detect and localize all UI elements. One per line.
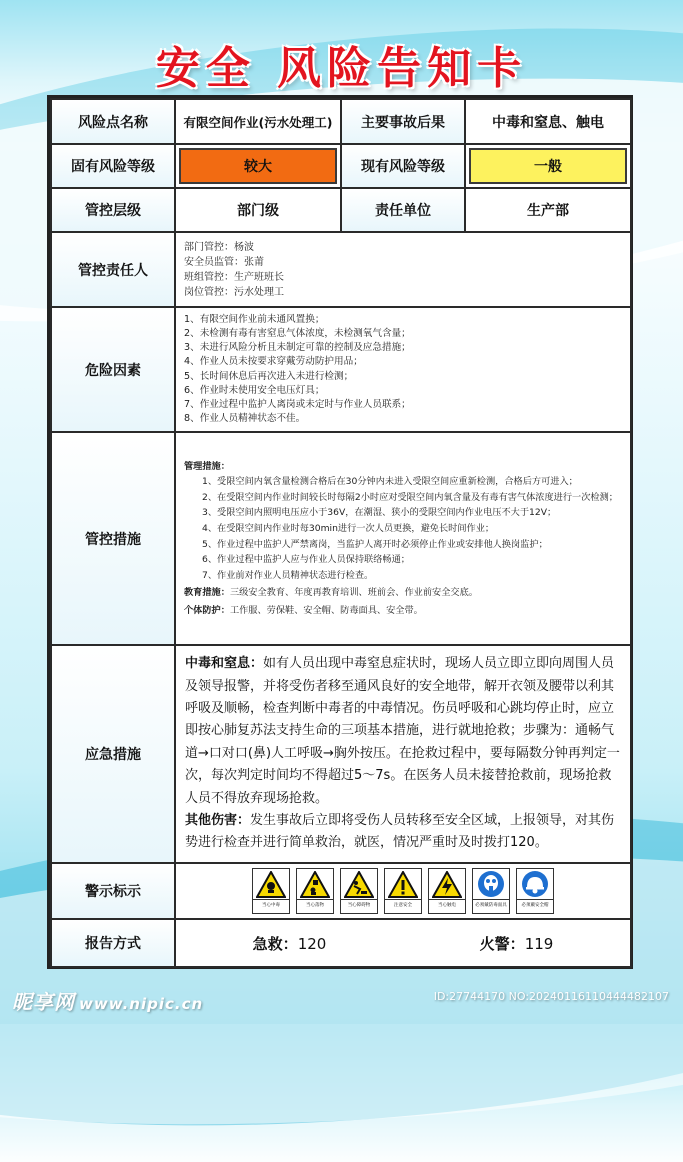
emergency-title-other: 其他伤害： [185, 813, 251, 829]
ambulance-number [253, 933, 327, 954]
label-main-consequence: 主要事故后果 [341, 99, 465, 144]
sign-caption: 当心中毒 [253, 899, 289, 912]
list-item: 1、受限空间内氧含量检测合格后在30分钟内未进入受限空间应重新检测，合格后方可进入； [202, 476, 578, 488]
mgmt-title: 管理措施： [184, 460, 230, 472]
label-responsible-person: 管控责任人 [51, 232, 175, 307]
list-item: 部门管控：杨波 [184, 241, 254, 253]
list-item: 5、长时间休息后再次进入未进行检测； [184, 370, 354, 382]
sign-obstacle [340, 868, 378, 914]
emergency-text-poison: 如有人员出现中毒窒息症状时，现场人员立即立即向周围人员及领导报警，并将受伤者移至通风良好的安全地带，解开衣领及腰带以利其呼吸及顺畅，检查判断中毒者的中毒情况。伤员呼吸和心跳均停止时，应立即按心肺复苏法支持生命的三项基本措施，进行就地抢救；步骤为：通畅气道→口对口(鼻)人工呼吸→胸外按压。在抢救过程中，要每隔数分钟再判定一次，每次判定时间均不得超过5～7s。在医务人员未接替抢救前，现场抢救人员不得放弃现场抢救。 [185, 656, 620, 806]
watermark-brand [12, 986, 203, 1015]
list-item: 安全员监管：张莆 [184, 256, 264, 268]
list-item: 岗位管控：污水处理工 [184, 286, 284, 298]
label-hazards: 危险因素 [51, 307, 175, 432]
list-item: 7、作业前对作业人员精神状态进行检查。 [202, 569, 374, 581]
list-item: 4、作业人员未按要求穿戴劳动防护用品； [184, 356, 363, 368]
label-signs: 警示标示 [51, 863, 175, 919]
warning-signs [176, 868, 630, 914]
ambulance-label: 急救： [252, 934, 298, 953]
value-main-consequence: 中毒和窒息、触电 [465, 99, 631, 144]
label-responsible-unit: 责任单位 [341, 188, 465, 232]
label-risk-point: 风险点名称 [51, 99, 175, 144]
ppe-text: 工作服、劳保鞋、安全帽、防毒面具、安全带。 [229, 604, 423, 616]
measures-content [175, 432, 631, 645]
sign-electric [428, 868, 466, 914]
signs-cell [175, 863, 631, 919]
row-signs [51, 863, 631, 919]
inherent-risk-badge: 较大 [179, 148, 337, 184]
row-risk-level [51, 144, 631, 188]
list-item: 7、作业过程中监护人离岗或未定时与作业人员联系； [184, 398, 411, 410]
label-current-risk: 现有风险等级 [341, 144, 465, 188]
sign-caption: 当心触电 [429, 899, 465, 912]
list-item: 1、有限空间作业前未通风置换； [184, 313, 325, 325]
skull-warning-icon [256, 871, 286, 898]
row-control-level [51, 188, 631, 232]
sign-gas-mask [472, 868, 510, 914]
label-emergency: 应急措施 [51, 645, 175, 863]
list-item: 4、在受限空间内作业时每30min进行一次人员更换，避免长时间作业； [202, 522, 495, 534]
fire-label: 火警： [479, 934, 525, 953]
gas-mask-mandatory-icon [477, 870, 505, 898]
list-item: 3、未进行风险分析且未制定可靠的控制及应急措施； [184, 342, 411, 354]
obstacle-warning-icon [344, 871, 374, 898]
sign-helmet [516, 868, 554, 914]
row-responsible [51, 232, 631, 307]
current-risk-badge: 一般 [469, 148, 627, 184]
emergency-text-other: 发生事故后立即将受伤人员转移至安全区域，上报领导，对其伤势进行检查并进行简单救治，就医，情况严重时及时拨打120。 [185, 813, 615, 851]
inherent-risk-cell [175, 144, 341, 188]
sign-falling-object [296, 868, 334, 914]
sign-caption: 注意安全 [385, 899, 421, 912]
row-measures [51, 432, 631, 645]
row-hazards [51, 307, 631, 432]
label-measures: 管控措施 [51, 432, 175, 645]
list-item: 班组管控：生产班班长 [184, 271, 284, 283]
list-item: 8、作业人员精神状态不佳。 [184, 413, 306, 425]
fire-number [480, 933, 554, 954]
report-cell [175, 919, 631, 967]
emergency-title-poison: 中毒和窒息： [185, 656, 264, 672]
list-item: 2、在受限空间内作业时间较长时每隔2小时应对受限空间内氧含量及有毒有害气体浓度进行一次检测； [202, 491, 618, 503]
sign-poison [252, 868, 290, 914]
row-emergency [51, 645, 631, 863]
edu-text: 三级安全教育、年度再教育培训、班前会、作业前安全交底。 [229, 587, 478, 599]
list-item: 2、未检测有毒有害窒息气体浓度，未检测氧气含量； [184, 327, 411, 339]
list-item: 5、作业过程中监护人严禁离岗，当监护人离开时必须停止作业或安排他人换岗监护； [202, 538, 548, 550]
current-risk-cell [465, 144, 631, 188]
sign-caption: 必须戴安全帽 [517, 899, 553, 912]
sign-caption: 必须戴防毒面具 [473, 899, 509, 912]
risk-table [50, 98, 632, 968]
risk-notice-card [47, 95, 633, 969]
fire-value: 119 [524, 934, 554, 953]
page-title: 安全 风险告知卡 [155, 43, 528, 94]
value-responsible-unit: 生产部 [465, 188, 631, 232]
row-report [51, 919, 631, 967]
value-control-level: 部门级 [175, 188, 341, 232]
edu-title: 教育措施： [184, 587, 230, 599]
value-risk-point: 有限空间作业(污水处理工) [175, 99, 341, 144]
row-risk-point [51, 99, 631, 144]
ppe-title: 个体防护： [184, 604, 230, 616]
watermark-id: ID:27744170 NO:20240116110444482107 [433, 990, 669, 1003]
list-item: 6、作业过程中监护人应与作业人员保持联络畅通； [202, 554, 410, 566]
ambulance-value: 120 [297, 934, 327, 953]
label-inherent-risk: 固有风险等级 [51, 144, 175, 188]
watermark-url: www.nipic.cn [79, 995, 204, 1013]
hazards-list [175, 307, 631, 432]
list-item: 6、作业时未使用安全电压灯具； [184, 384, 325, 396]
exclamation-warning-icon [388, 871, 418, 898]
sign-caption: 当心落物 [297, 899, 333, 912]
emergency-content [175, 645, 631, 863]
responsible-list [175, 232, 631, 307]
label-control-level: 管控层级 [51, 188, 175, 232]
sign-caution [384, 868, 422, 914]
falling-object-warning-icon [300, 871, 330, 898]
helmet-mandatory-icon [521, 870, 549, 898]
watermark-brand-text: 昵享网 [12, 990, 75, 1014]
sign-caption: 当心障碍物 [341, 899, 377, 912]
label-report: 报告方式 [51, 919, 175, 967]
electric-shock-warning-icon [432, 871, 462, 898]
list-item: 3、受限空间内照明电压应小于36V，在潮湿、狭小的受限空间内作业电压不大于12V； [202, 507, 557, 519]
